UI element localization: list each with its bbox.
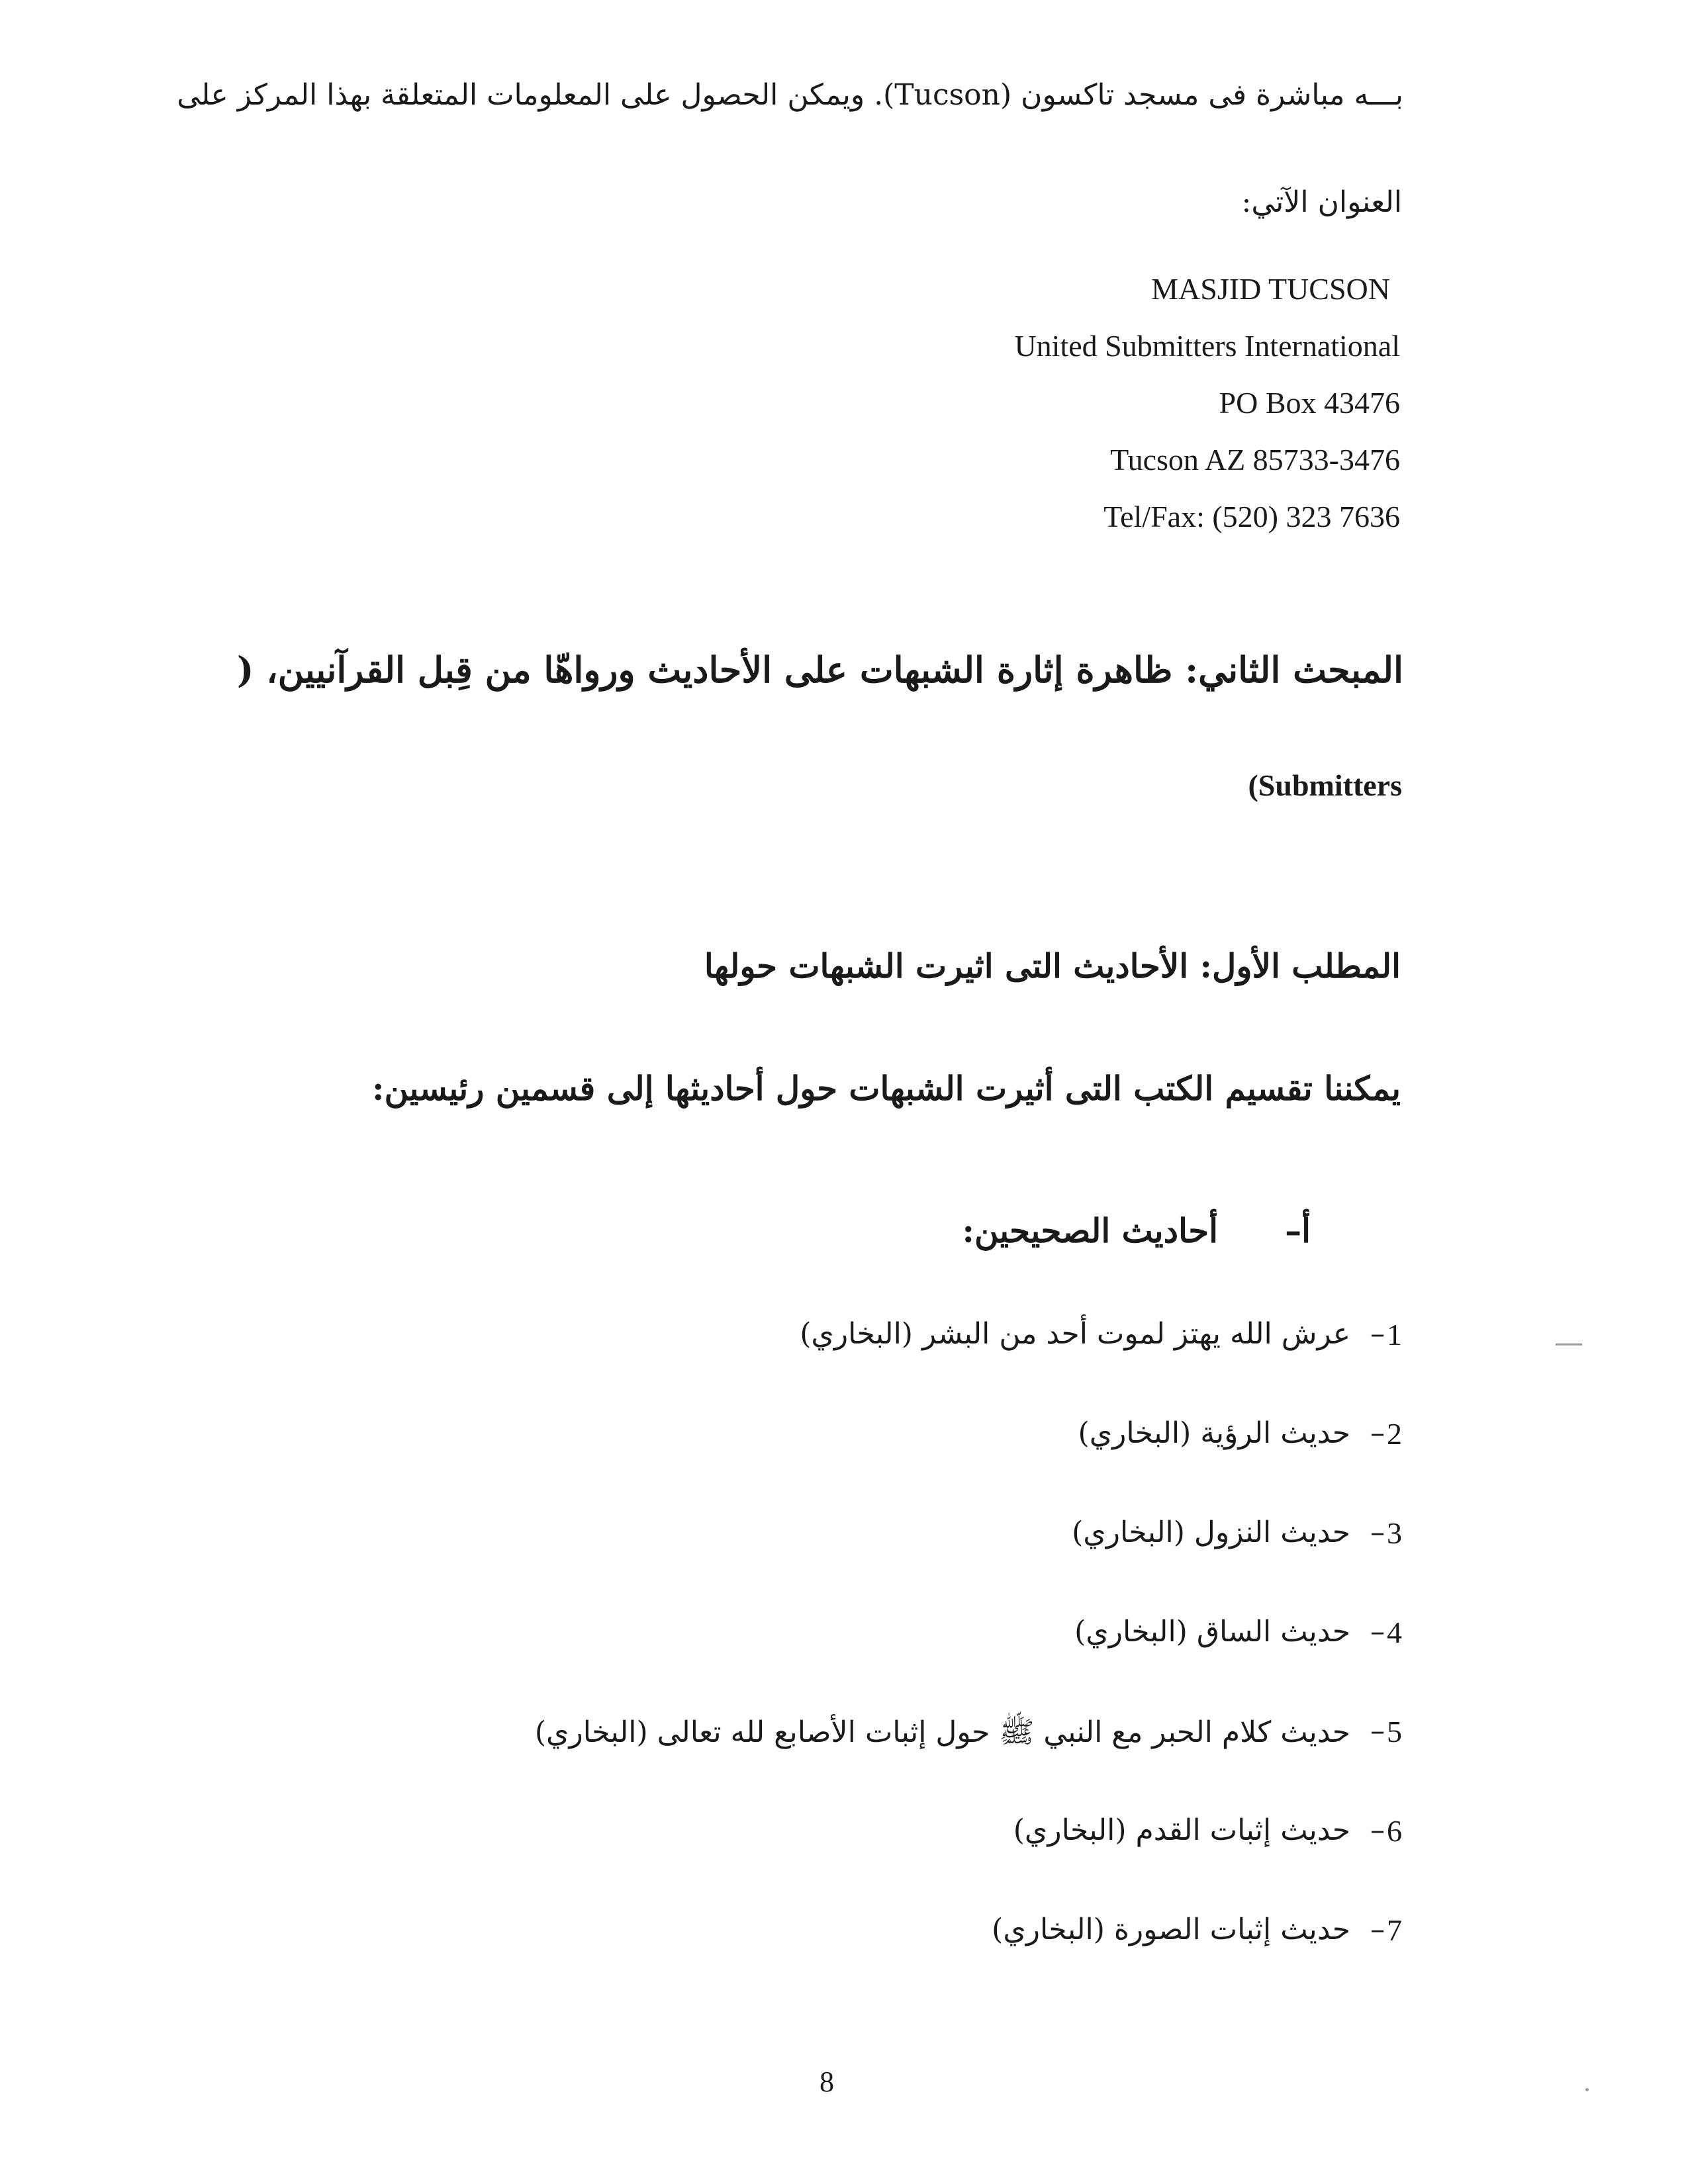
category-marker: أ– bbox=[1285, 1211, 1311, 1250]
address-line-4: Tucson AZ 85733-3476 bbox=[1110, 443, 1400, 477]
list-item-text: حديث إثبات القدم (البخاري) bbox=[1013, 1813, 1350, 1847]
subsection-heading: المطلب الأول: الأحاديث التى اثيرت الشبهات حولها bbox=[704, 946, 1401, 985]
list-item-dash: – bbox=[1370, 1714, 1385, 1748]
list-item-text: حديث الساق (البخاري) bbox=[1074, 1615, 1350, 1649]
list-item-text: حديث الرؤية (البخاري) bbox=[1078, 1416, 1350, 1450]
address-line-1: MASJID TUCSON bbox=[1151, 272, 1390, 306]
list-item-number: 4 bbox=[1387, 1615, 1402, 1649]
page-number: 8 bbox=[820, 2066, 834, 2098]
list-item-number: 6 bbox=[1387, 1814, 1402, 1848]
list-item-number: 1 bbox=[1387, 1318, 1402, 1351]
section-heading: المبحث الثاني: ظاهرة إثارة الشبهات على الأحاديث ورواهّا من قِبل القرآنيين، ( bbox=[236, 649, 1403, 691]
list-item-dash: – bbox=[1370, 1913, 1385, 1946]
list-item-number: 2 bbox=[1387, 1417, 1402, 1451]
list-item-dash: – bbox=[1370, 1317, 1385, 1351]
list-item-dash: – bbox=[1370, 1813, 1385, 1847]
category-title: أحاديث الصحيحين: bbox=[962, 1211, 1218, 1250]
list-item-number: 3 bbox=[1387, 1516, 1402, 1550]
list-item-text: حديث كلام الحبر مع النبي ﷺ حول إثبات الأصابع لله تعالى (البخاري) bbox=[534, 1715, 1350, 1749]
list-item-dash: – bbox=[1370, 1615, 1385, 1649]
subsection-intro: يمكننا تقسيم الكتب التى أثيرت الشبهات حول أحاديثها إلى قسمين رئيسين: bbox=[371, 1069, 1401, 1108]
address-line-3: PO Box 43476 bbox=[1219, 386, 1400, 420]
list-item-number: 7 bbox=[1387, 1913, 1402, 1947]
scan-speck bbox=[1585, 2088, 1589, 2091]
list-item-text: حديث النزول (البخاري) bbox=[1072, 1516, 1350, 1549]
address-line-2: United Submitters International bbox=[1014, 329, 1400, 363]
section-heading-continued: (Submitters bbox=[1248, 768, 1402, 802]
intro-line-1: بـــه مباشرة فى مسجد تاكسون (Tucson). ويمكن الحصول على المعلومات المتعلقة بهذا المركز على bbox=[177, 78, 1403, 112]
address-line-5: Tel/Fax: (520) 323 7636 bbox=[1103, 500, 1400, 533]
list-item-text: عرش الله يهتز لموت أحد من البشر (البخاري) bbox=[800, 1317, 1350, 1351]
intro-line-2: العنوان الآتي: bbox=[1241, 185, 1402, 219]
list-item-dash: – bbox=[1370, 1516, 1385, 1549]
list-item-dash: – bbox=[1370, 1416, 1385, 1450]
list-item-number: 5 bbox=[1387, 1715, 1402, 1749]
list-item-text: حديث إثبات الصورة (البخاري) bbox=[992, 1913, 1350, 1946]
scan-mark bbox=[1556, 1343, 1582, 1345]
